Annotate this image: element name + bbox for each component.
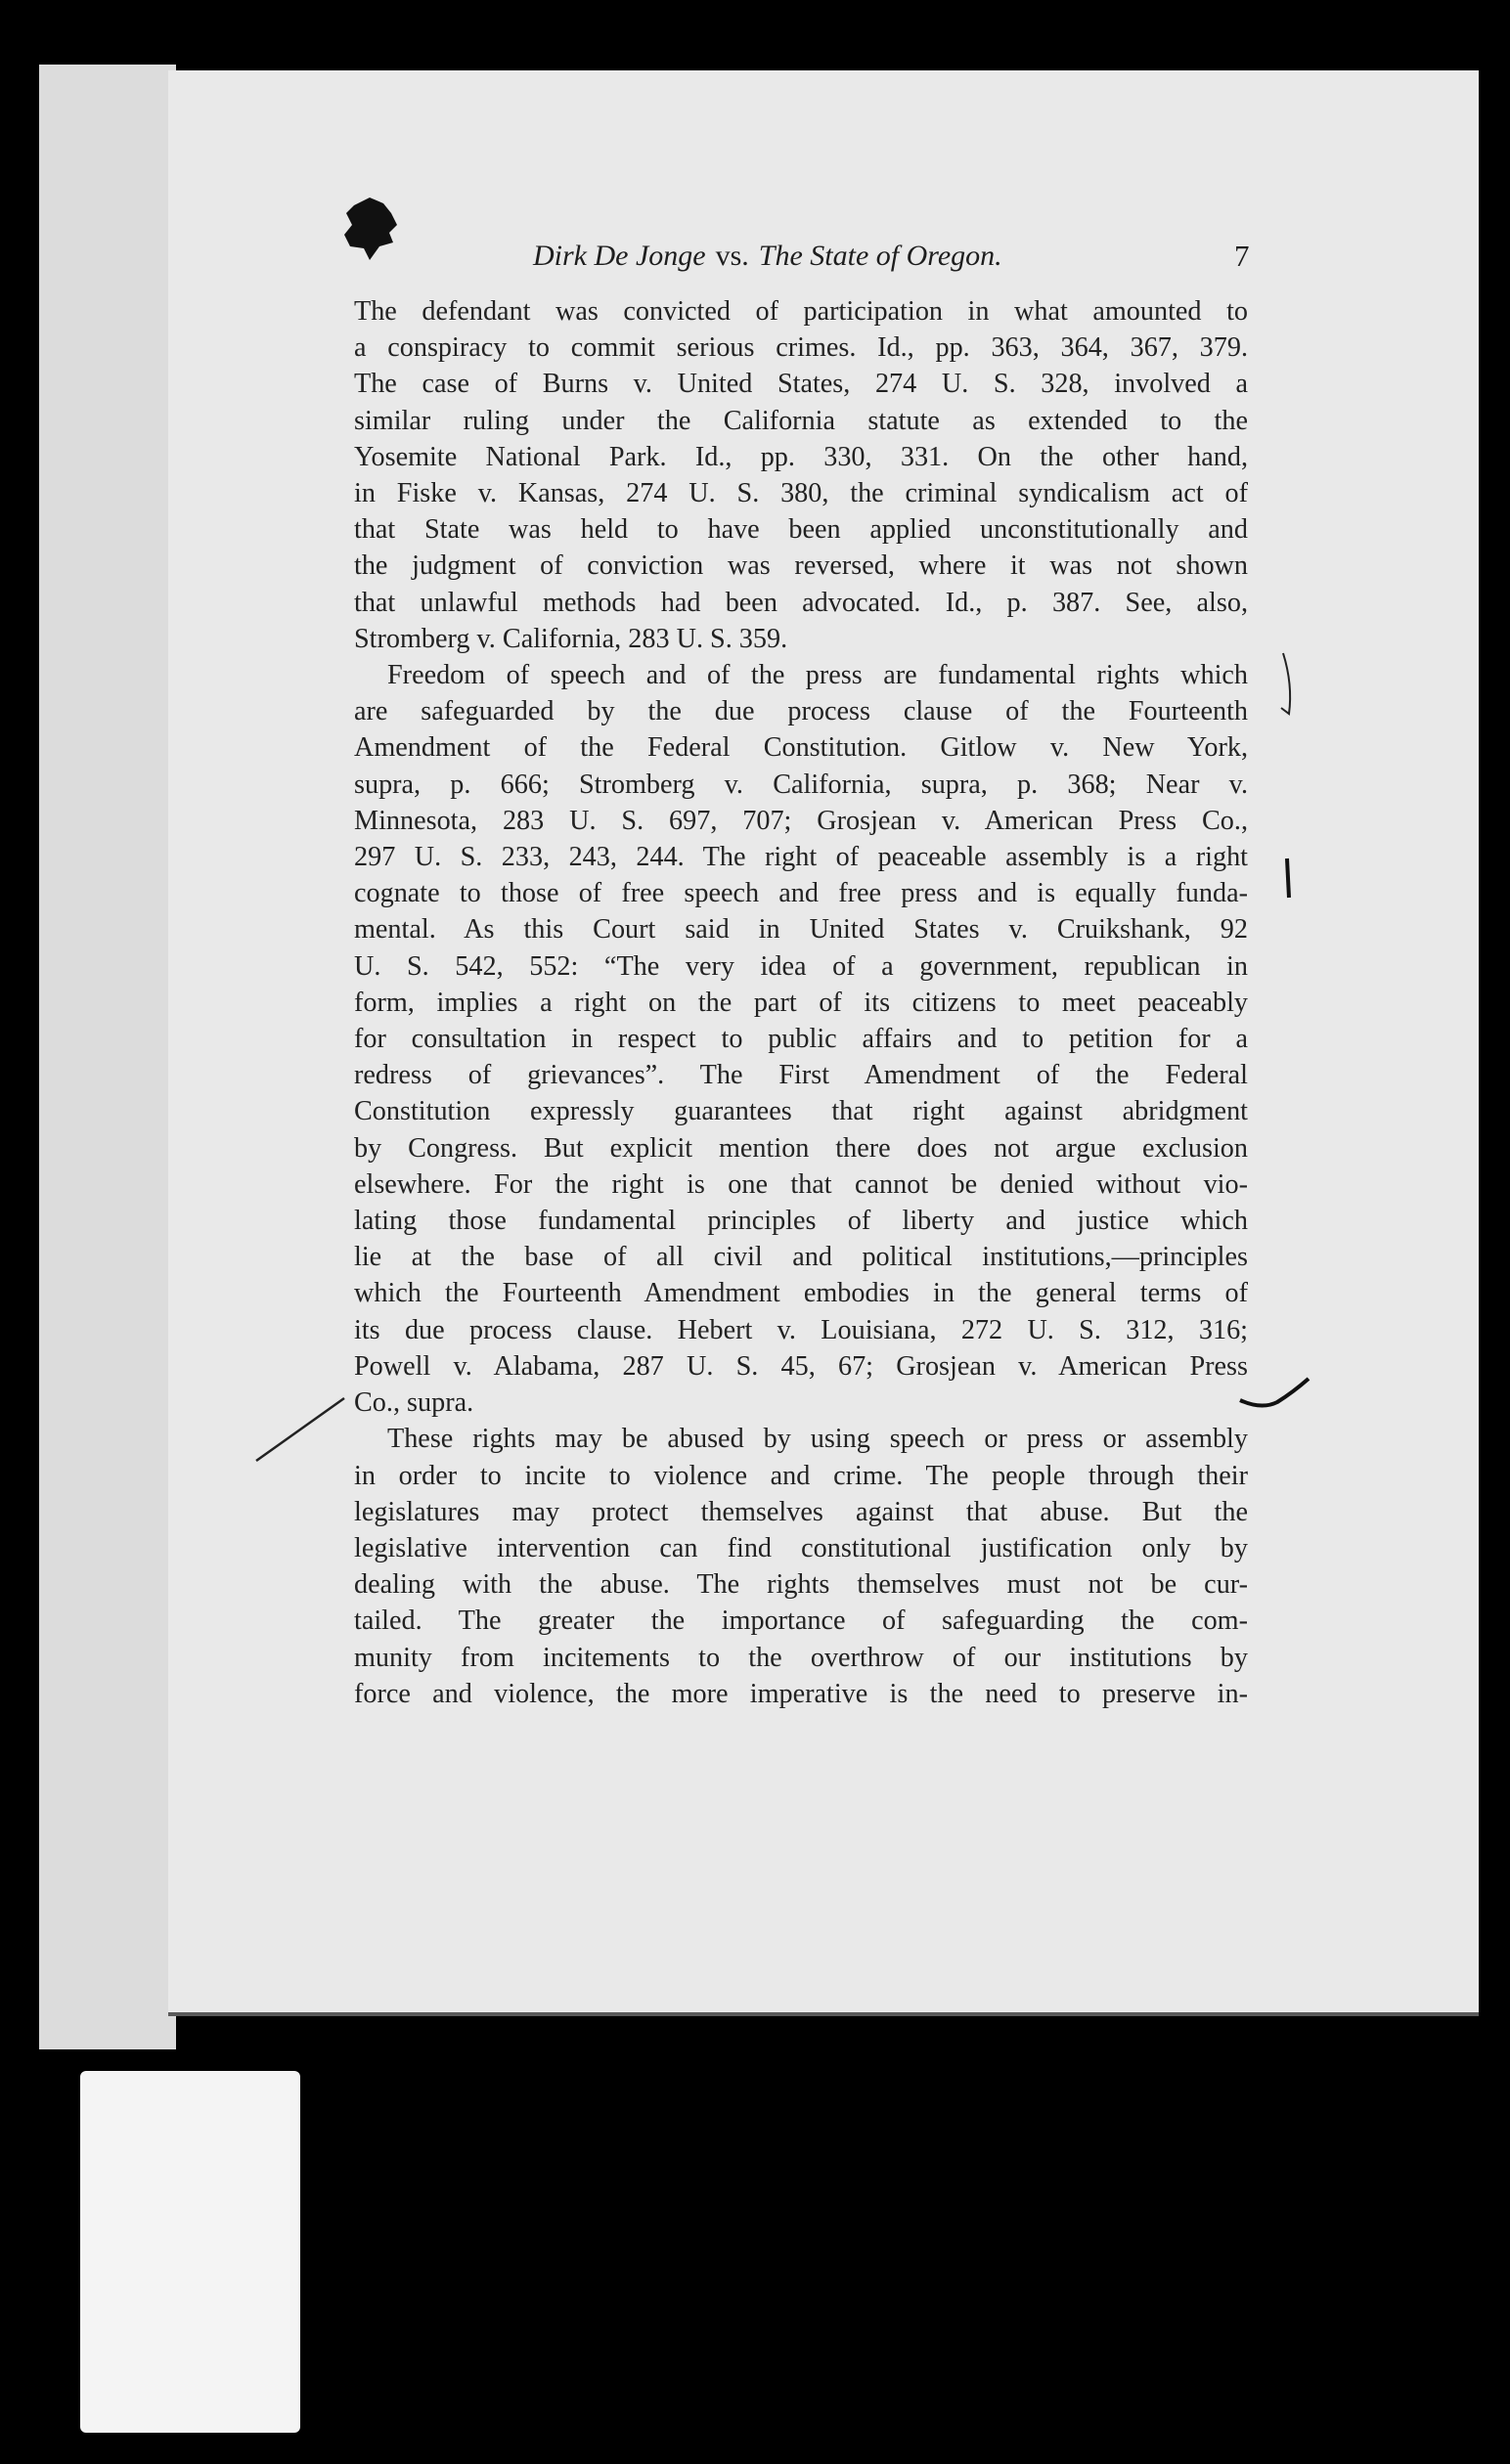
- text-line: munity from incitements to the overthrow of our institutions by: [354, 1642, 1248, 1673]
- text-line: a conspiracy to commit serious crimes. Id., pp. 363, 364, 367, 379.: [354, 332, 1248, 364]
- text-line: These rights may be abused by using speech or press or assembly: [387, 1424, 1248, 1455]
- text-line: lie at the base of all civil and political institutions,—principles: [354, 1242, 1248, 1273]
- text-line: Minnesota, 283 U. S. 697, 707; Grosjean v. American Press Co.,: [354, 805, 1248, 836]
- paragraph-3: [354, 1421, 1248, 1712]
- body-text: [354, 293, 1248, 1712]
- text-line: similar ruling under the California statute as extended to the: [354, 405, 1248, 436]
- paragraph-1: [354, 293, 1248, 657]
- running-head-versus: vs.: [715, 240, 749, 272]
- text-line: elsewhere. For the right is one that cannot be denied without vio-: [354, 1168, 1248, 1200]
- text-line: legislatures may protect themselves against that abuse. But the: [354, 1496, 1248, 1527]
- paper-slip: [80, 2071, 300, 2433]
- text-line: 297 U. S. 233, 243, 244. The right of peaceable assembly is a right: [354, 842, 1248, 873]
- text-line: supra, p. 666; Stromberg v. California, supra, p. 368; Near v.: [354, 769, 1248, 800]
- text-line: The defendant was convicted of participation in what amounted to: [354, 296, 1248, 327]
- text-line: that State was held to have been applied unconstitutionally and: [354, 514, 1248, 546]
- text-line: form, implies a right on the part of its citizens to meet peaceably: [354, 987, 1248, 1018]
- text-line: U. S. 542, 552: “The very idea of a government, republican in: [354, 950, 1248, 982]
- text-line: Stromberg v. California, 283 U. S. 359.: [354, 623, 788, 654]
- text-line: Freedom of speech and of the press are fundamental rights which: [387, 660, 1248, 691]
- text-line: which the Fourteenth Amendment embodies in the general terms of: [354, 1278, 1248, 1309]
- page-bottom-edge: [168, 2012, 1479, 2016]
- running-head-party2: The State of Oregon.: [758, 240, 1002, 272]
- text-line: Amendment of the Federal Constitution. Gitlow v. New York,: [354, 732, 1248, 764]
- text-line: Powell v. Alabama, 287 U. S. 45, 67; Grosjean v. American Press: [354, 1350, 1248, 1382]
- text-line: that unlawful methods had been advocated. Id., p. 387. See, also,: [354, 587, 1248, 618]
- text-line: by Congress. But explicit mention there does not argue exclusion: [354, 1132, 1248, 1164]
- text-line: for consultation in respect to public affairs and to petition for a: [354, 1024, 1248, 1055]
- text-line: the judgment of conviction was reversed, where it was not shown: [354, 550, 1248, 582]
- paragraph-2: [354, 657, 1248, 1421]
- text-line: in Fiske v. Kansas, 274 U. S. 380, the criminal syndicalism act of: [354, 478, 1248, 509]
- text-line: Yosemite National Park. Id., pp. 330, 331. On the other hand,: [354, 441, 1248, 472]
- text-line: in order to incite to violence and crime. The people through their: [354, 1460, 1248, 1491]
- text-line: legislative intervention can find constitutional justification only by: [354, 1532, 1248, 1563]
- running-head: [533, 235, 1120, 278]
- back-sheet: [39, 65, 176, 2049]
- text-line: mental. As this Court said in United States v. Cruikshank, 92: [354, 914, 1248, 946]
- text-line: redress of grievances”. The First Amendment of the Federal: [354, 1060, 1248, 1091]
- text-line: force and violence, the more imperative is the need to preserve in-: [354, 1678, 1248, 1709]
- text-line: Co., supra.: [354, 1387, 474, 1419]
- text-line: lating those fundamental principles of liberty and justice which: [354, 1206, 1248, 1237]
- text-line: dealing with the abuse. The rights themselves must not be cur-: [354, 1569, 1248, 1601]
- page-number: 7: [1234, 239, 1250, 273]
- ink-blot-mark: [340, 196, 399, 262]
- text-line: The case of Burns v. United States, 274 U. S. 328, involved a: [354, 369, 1248, 400]
- running-head-party1: Dirk De Jonge: [533, 240, 706, 272]
- text-line: are safeguarded by the due process clause of the Fourteenth: [354, 696, 1248, 727]
- text-line: Constitution expressly guarantees that right against abridgment: [354, 1096, 1248, 1127]
- text-line: its due process clause. Hebert v. Louisiana, 272 U. S. 312, 316;: [354, 1314, 1248, 1345]
- text-line: tailed. The greater the importance of safeguarding the com-: [354, 1606, 1248, 1637]
- text-line: cognate to those of free speech and free press and is equally funda-: [354, 878, 1248, 909]
